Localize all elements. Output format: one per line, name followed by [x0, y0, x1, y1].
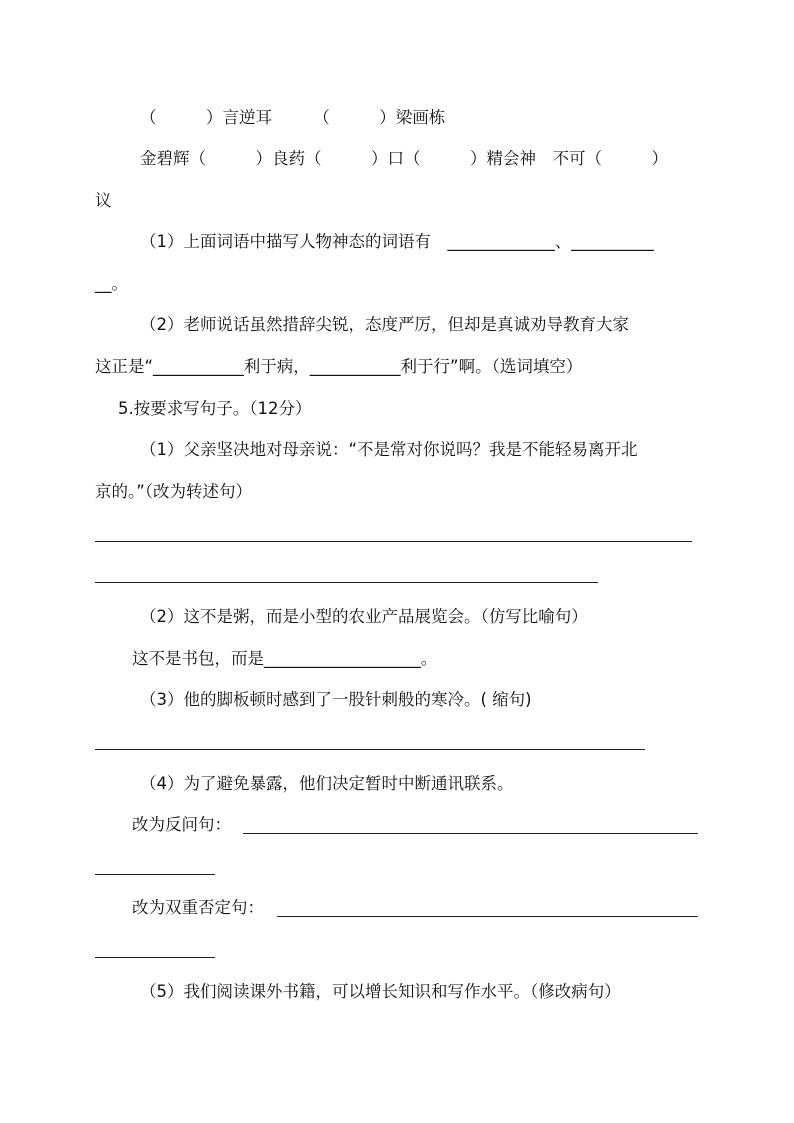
sentence-q4: （4）为了避免暴露，他们决定暂时中断通讯联系。 — [140, 774, 514, 793]
idiom-row-1: （ ）言逆耳 （ ）梁画栋 — [140, 108, 446, 127]
section-5-heading: 5.按要求写句子。（12分） — [118, 399, 312, 418]
question-2: （2）老师说话虽然措辞尖锐，态度严厉，但却是真诚劝导教育大家 — [140, 315, 629, 334]
answer-line — [243, 833, 698, 834]
answer-line — [277, 916, 698, 917]
sentence-q1: （1）父亲坚决地对母亲说：“不是常对你说吗？我是不能轻易离开北 — [140, 440, 638, 459]
answer-line — [95, 874, 215, 875]
idiom-row-2: 金碧辉（ ）良药（ ）口（ ）精会神 不可（ ） — [140, 149, 668, 168]
question-2-wrap: 这正是“___________利于病，___________利于行”啊。（选词填空） — [95, 357, 583, 376]
rhetorical-question-label: 改为反问句： — [132, 815, 231, 834]
answer-line — [95, 582, 598, 583]
answer-line — [95, 541, 692, 542]
idiom-row-2-wrap: 议 — [95, 191, 112, 210]
answer-line — [95, 957, 215, 958]
sentence-q1-wrap: 京的。”（改为转述句） — [95, 482, 253, 501]
sentence-q3: （3）他的脚板顿时感到了一股针刺般的寒冷。( 缩句) — [140, 690, 532, 709]
question-1: （1）上面词语中描写人物神态的词语有 _____________、__________ — [140, 232, 654, 251]
sentence-q5: （5）我们阅读课外书籍，可以增长知识和写作水平。（修改病句） — [140, 982, 621, 1001]
answer-line — [95, 749, 645, 750]
sentence-q2-prompt: 这不是书包，而是___________________。 — [132, 649, 438, 668]
sentence-q2: （2）这不是粥，而是小型的农业产品展览会。（仿写比喻句） — [140, 607, 588, 626]
double-negative-label: 改为双重否定句： — [132, 898, 264, 917]
question-1-wrap: __。 — [95, 274, 128, 293]
